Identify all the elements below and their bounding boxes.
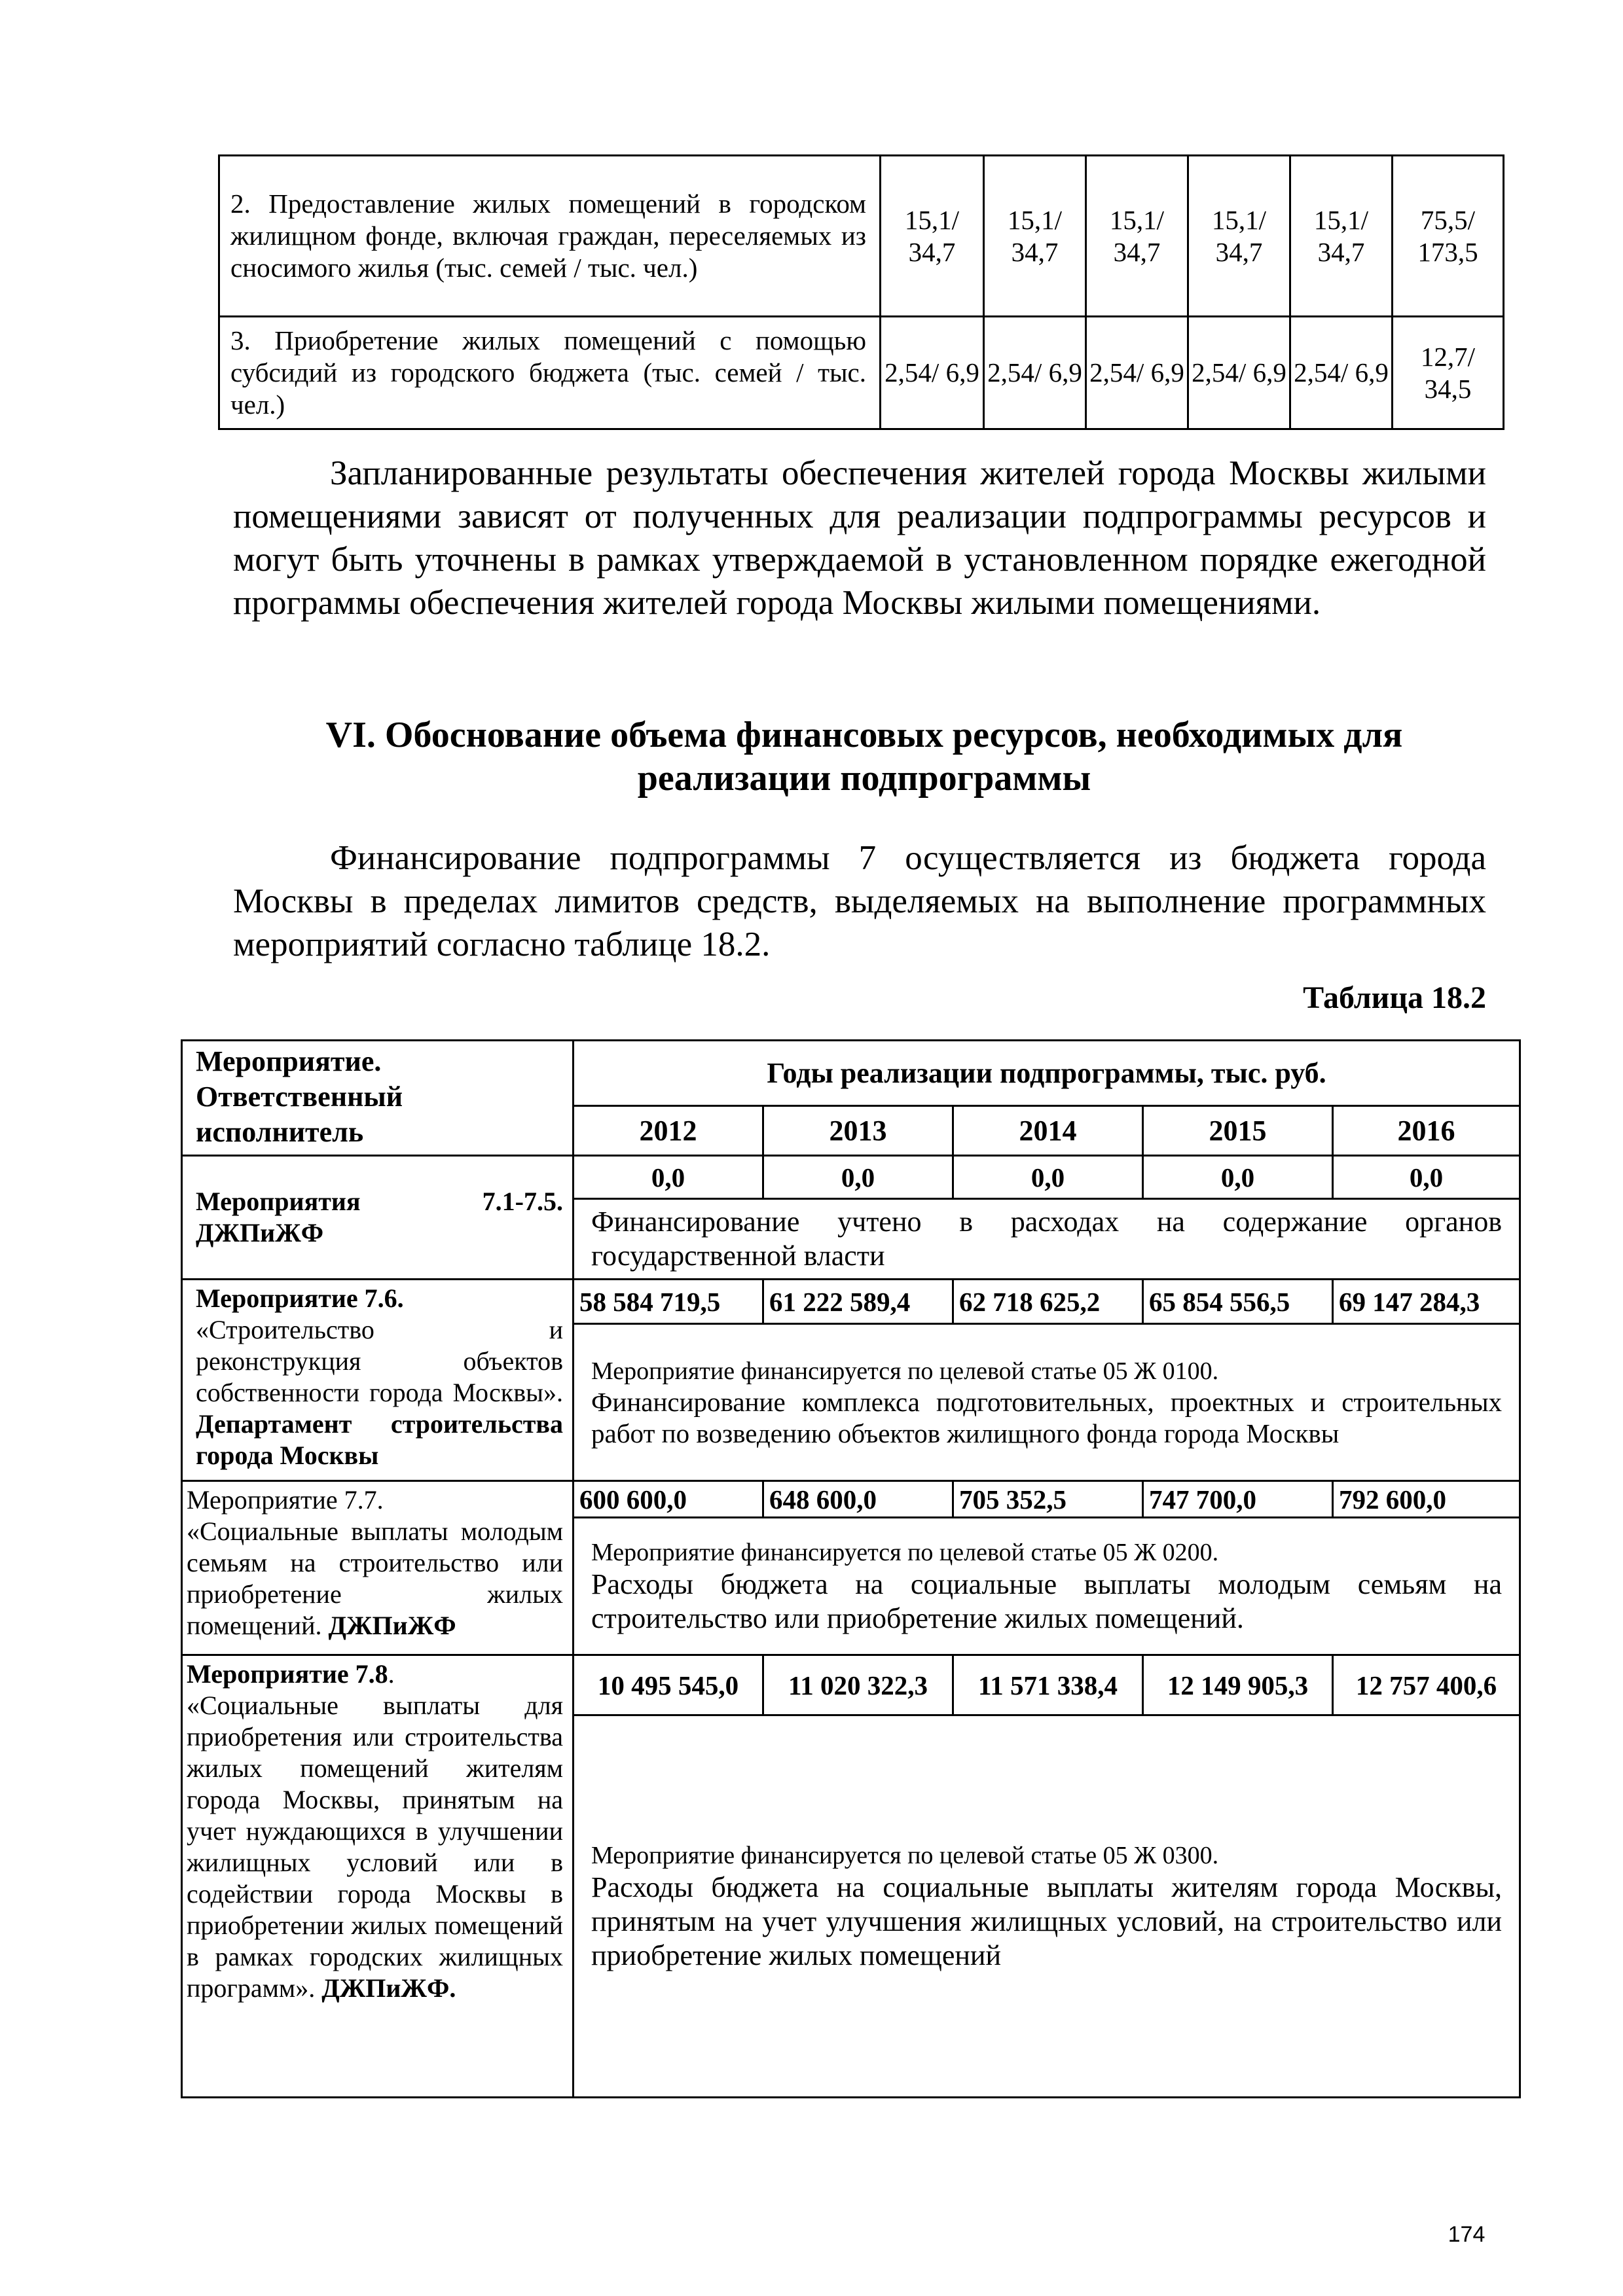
value-cell: 15,1/ 34,7 <box>984 156 1086 317</box>
note-main: Финансирование комплекса подготовительных, проектных и строительных работ по возведению объектов жилищного фонда города Москвы <box>591 1386 1503 1448</box>
activity-body: «Социальные выплаты для приобретения или строительства жилых помещений жителям города Москвы, принятым на учет нуждающихся в улучшении жилищных условий или в содействии города Москвы в приобретении жилых помещений в рамках городских жилищных программ». <box>187 1691 563 2003</box>
header-year: 2012 <box>574 1106 763 1156</box>
activity-responsible: ДЖПиЖФ. <box>321 1973 456 2003</box>
activity-responsible: Департамент строительства города Москвы <box>196 1409 563 1470</box>
value-cell: 747 700,0 <box>1143 1481 1333 1518</box>
value-cell: 62 718 625,2 <box>953 1280 1143 1324</box>
activity-cell <box>182 1156 574 1280</box>
value-cell: 69 147 284,3 <box>1333 1280 1520 1324</box>
value-cell: 2,54/ 6,9 <box>1290 317 1393 429</box>
value-cell: 15,1/ 34,7 <box>881 156 984 317</box>
value-cell: 2,54/ 6,9 <box>1188 317 1290 429</box>
activity-body: «Социальные выплаты молодым семьям на строительство или приобретение жилых помещений. <box>187 1516 563 1640</box>
note-main: Расходы бюджета на социальные выплаты молодым семьям на строительство или приобретение жилых помещений. <box>591 1568 1503 1634</box>
activity-responsible: ДЖПиЖФ <box>328 1611 456 1640</box>
value-cell: 15,1/ 34,7 <box>1086 156 1188 317</box>
activity-cell <box>182 1280 574 1481</box>
paragraph: Запланированные результаты обеспечения жителей города Москвы жилыми помещениями зависят от полученных для реализации подпрограммы ресурсов и могут быть уточнены в рамках утверждаемой в установленном порядке ежегодной программы обеспечения жителей города Москвы жилыми помещениями. <box>233 454 1486 622</box>
value-cell: 600 600,0 <box>574 1481 763 1518</box>
value-cell: 792 600,0 <box>1333 1481 1520 1518</box>
note-article: Мероприятие финансируется по целевой статье 05 Ж 0300. <box>591 1841 1219 1869</box>
note-article: Мероприятие финансируется по целевой статье 05 Ж 0100. <box>591 1357 1219 1385</box>
value-cell: 65 854 556,5 <box>1143 1280 1333 1324</box>
value-cell: 10 495 545,0 <box>574 1655 763 1715</box>
top-table <box>218 154 1504 430</box>
page-number: 174 <box>1448 2222 1486 2247</box>
value-cell: 2,54/ 6,9 <box>881 317 984 429</box>
value-cell: 2,54/ 6,9 <box>984 317 1086 429</box>
activity-cell <box>182 1481 574 1655</box>
activity-body: «Строительство и реконструкция объектов собственности города Москвы». <box>196 1315 563 1407</box>
value-cell-total: 12,7/ 34,5 <box>1393 317 1504 429</box>
header-years-title: Годы реализации подпрограммы, тыс. руб. <box>574 1041 1520 1106</box>
table-row <box>182 1280 1520 1324</box>
note-cell <box>574 1518 1520 1655</box>
section-heading <box>223 713 1506 800</box>
table-row <box>182 1655 1520 1715</box>
table-header-row <box>182 1041 1520 1106</box>
value-cell: 12 757 400,6 <box>1333 1655 1520 1715</box>
header-year: 2015 <box>1143 1106 1333 1156</box>
note-cell <box>574 1324 1520 1481</box>
section-heading-line: реализации подпрограммы <box>637 758 1091 798</box>
header-activity: Мероприятие. Ответственный исполнитель <box>182 1041 574 1156</box>
value-cell: 61 222 589,4 <box>763 1280 953 1324</box>
table-row <box>219 317 1504 429</box>
activity-cell: Мероприятие 7.8. «Социальные выплаты для приобретения или строительства жилых помещений жителям города Москвы, принятым на учет нуждающихся в улучшении жилищных условий или в содействии города Москвы в приобретении жилых помещений в рамках городских жилищных программ». ДЖПиЖФ. <box>182 1655 574 2098</box>
note-main: Расходы бюджета на социальные выплаты жителям города Москвы, принятым на учет улучшения жилищных условий, на строительство или приобретение жилых помещений <box>591 1871 1503 1971</box>
note-article: Мероприятие финансируется по целевой статье 05 Ж 0200. <box>591 1538 1219 1566</box>
value-cell: 15,1/ 34,7 <box>1188 156 1290 317</box>
header-year: 2016 <box>1333 1106 1520 1156</box>
value-cell: 15,1/ 34,7 <box>1290 156 1393 317</box>
header-year: 2014 <box>953 1106 1143 1156</box>
paragraph: Финансирование подпрограммы 7 осуществляется из бюджета города Москвы в пределах лимитов средств, выделяемых на выполнение программных мероприятий согласно таблице 18.2. <box>233 839 1486 963</box>
value-cell: 705 352,5 <box>953 1481 1143 1518</box>
value-cell: 0,0 <box>953 1156 1143 1199</box>
financing-table <box>181 1039 1521 2098</box>
value-cell: 648 600,0 <box>763 1481 953 1518</box>
table-row <box>182 1156 1520 1199</box>
value-cell: 0,0 <box>574 1156 763 1199</box>
value-cell: 0,0 <box>1333 1156 1520 1199</box>
activity-title: Мероприятие 7.8 <box>187 1659 388 1689</box>
value-cell: 2,54/ 6,9 <box>1086 317 1188 429</box>
activity-title: Мероприятие 7.7. <box>187 1485 384 1515</box>
activity-title: Мероприятия 7.1-7.5. ДЖПиЖФ <box>196 1187 563 1247</box>
table-caption: Таблица 18.2 <box>1303 980 1486 1015</box>
row-description: 3. Приобретение жилых помещений с помощью субсидий из городского бюджета (тыс. семей / тыс. чел.) <box>219 317 881 429</box>
note-cell <box>574 1715 1520 2098</box>
value-cell: 58 584 719,5 <box>574 1280 763 1324</box>
value-cell: 0,0 <box>1143 1156 1333 1199</box>
note-cell <box>574 1199 1520 1280</box>
table-row <box>182 1481 1520 1518</box>
activity-title: Мероприятие 7.6. <box>196 1283 404 1313</box>
value-cell: 12 149 905,3 <box>1143 1655 1333 1715</box>
value-cell: 11 020 322,3 <box>763 1655 953 1715</box>
row-description: 2. Предоставление жилых помещений в городском жилищном фонде, включая граждан, переселяемых из сносимого жилья (тыс. семей / тыс. чел.) <box>219 156 881 317</box>
header-year: 2013 <box>763 1106 953 1156</box>
value-cell: 0,0 <box>763 1156 953 1199</box>
value-cell: 11 571 338,4 <box>953 1655 1143 1715</box>
table-row <box>219 156 1504 317</box>
section-heading-line: VI. Обоснование объема финансовых ресурсов, необходимых для <box>325 715 1403 755</box>
note-main: Финансирование учтено в расходах на содержание органов государственной власти <box>591 1206 1503 1272</box>
value-cell-total: 75,5/ 173,5 <box>1393 156 1504 317</box>
